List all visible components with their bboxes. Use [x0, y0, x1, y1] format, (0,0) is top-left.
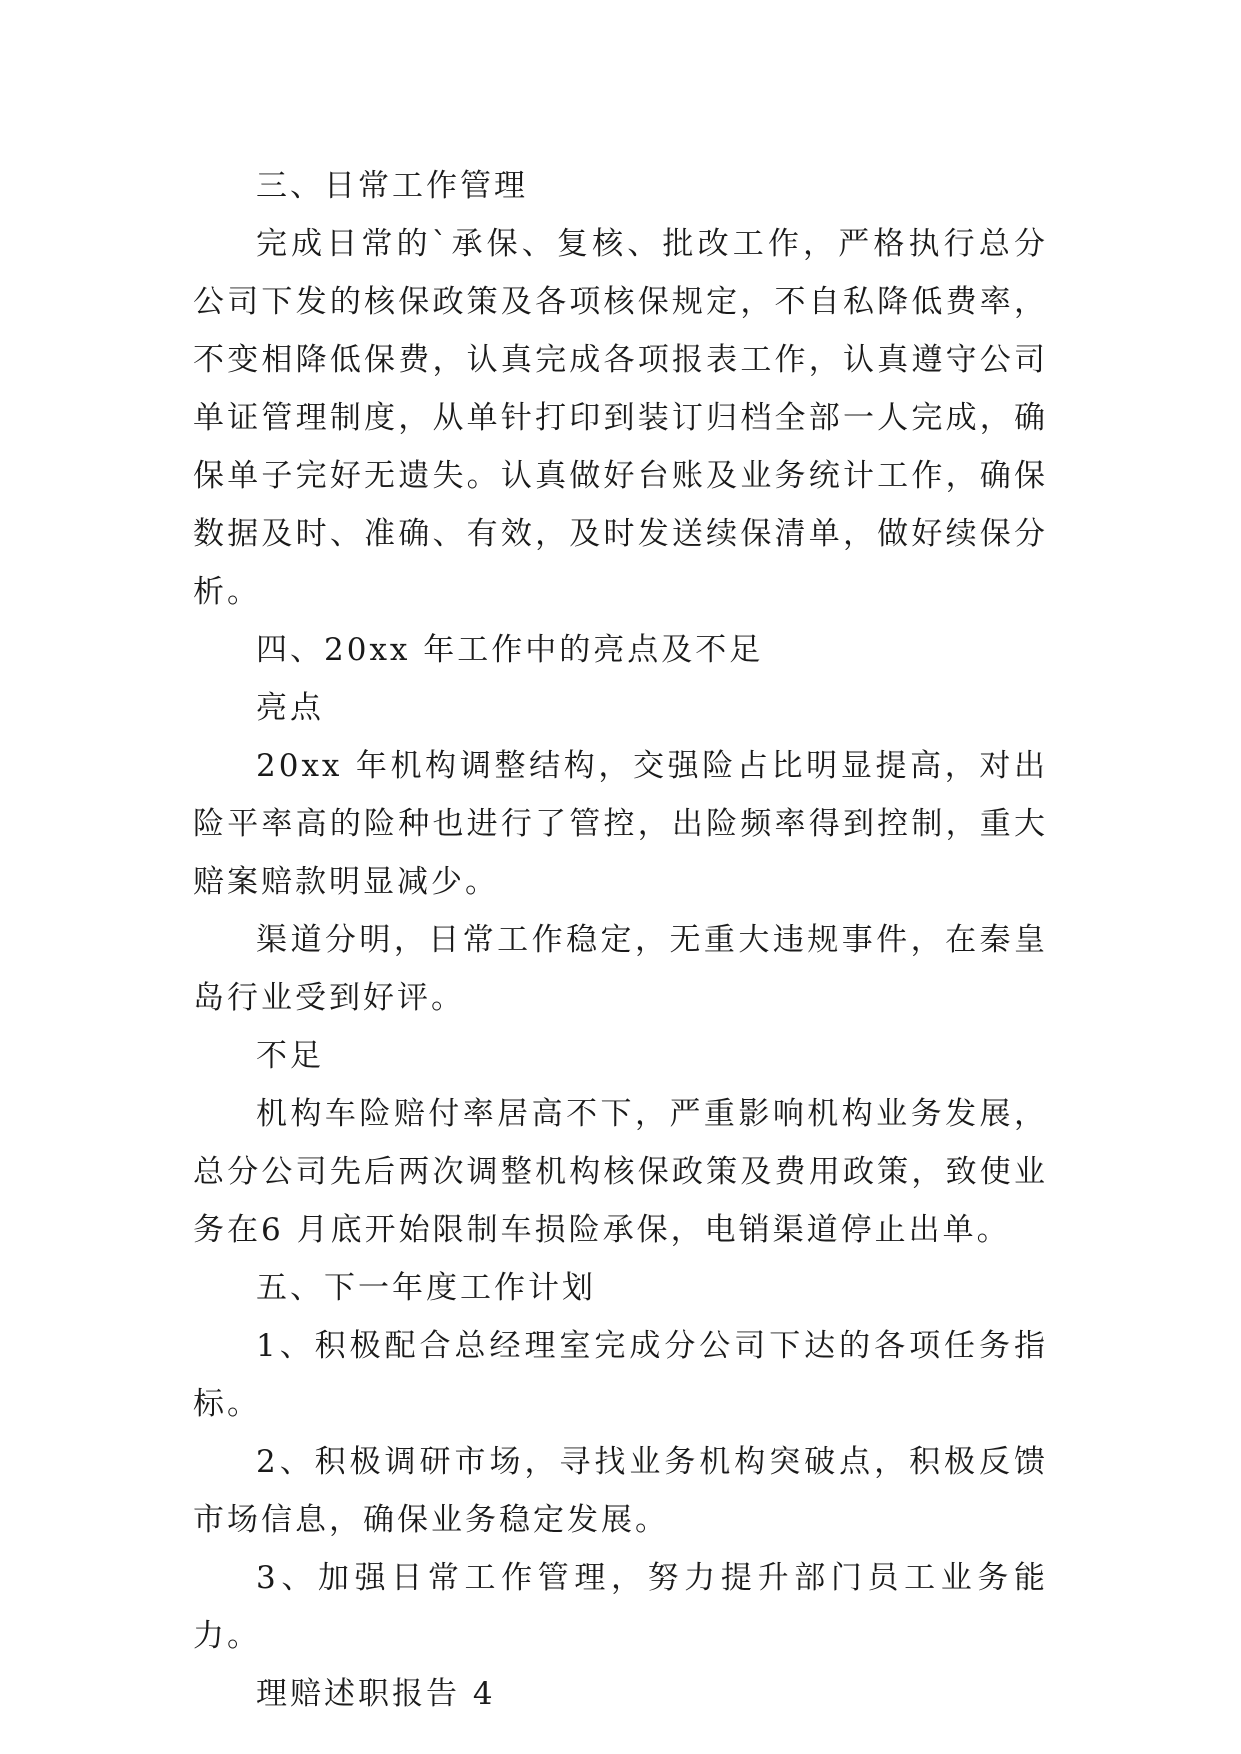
- subheading-highlights: 亮点: [256, 690, 324, 726]
- paragraph-shortcomings: 机构车险赔付率居高不下，严重影响机构业务发展，总分公司先后两次调整机构核保政策及费用政策，致使业务在6 月底开始限制车损险承保，电销渠道停止出单。: [193, 1096, 1048, 1248]
- section-heading-highlights-shortcomings: 四、20xx 年工作中的亮点及不足: [256, 632, 764, 668]
- paragraph-daily-work: 完成日常的`承保、复核、批改工作，严格执行总分公司下发的核保政策及各项核保规定，不自私降低费率，不变相降低保费，认真完成各项报表工作，认真遵守公司单证管理制度，从单针打印到装订归档全部一人完成，确保单子完好无遗失。认真做好台账及业务统计工作，确保数据及时、准确、有效，及时发送续保清单，做好续保分析。: [193, 226, 1048, 610]
- plan-item-1: 1、积极配合总经理室完成分公司下达的各项任务指标。: [193, 1328, 1048, 1422]
- paragraph-highlights-channels: 渠道分明，日常工作稳定，无重大违规事件，在秦皇岛行业受到好评。: [193, 922, 1048, 1016]
- document-body: [193, 157, 1048, 1723]
- subheading-shortcomings: 不足: [256, 1038, 324, 1074]
- section-heading-daily-management: 三、日常工作管理: [256, 168, 528, 204]
- report-title-4: 理赔述职报告 4: [256, 1676, 496, 1712]
- paragraph-highlights-structure: 20xx 年机构调整结构，交强险占比明显提高，对出险平率高的险种也进行了管控，出险频率得到控制，重大赔案赔款明显减少。: [193, 748, 1048, 900]
- plan-item-3: 3、加强日常工作管理，努力提升部门员工业务能力。: [193, 1560, 1048, 1654]
- plan-item-2: 2、积极调研市场，寻找业务机构突破点，积极反馈市场信息，确保业务稳定发展。: [193, 1444, 1048, 1538]
- section-heading-next-year-plan: 五、下一年度工作计划: [256, 1270, 596, 1306]
